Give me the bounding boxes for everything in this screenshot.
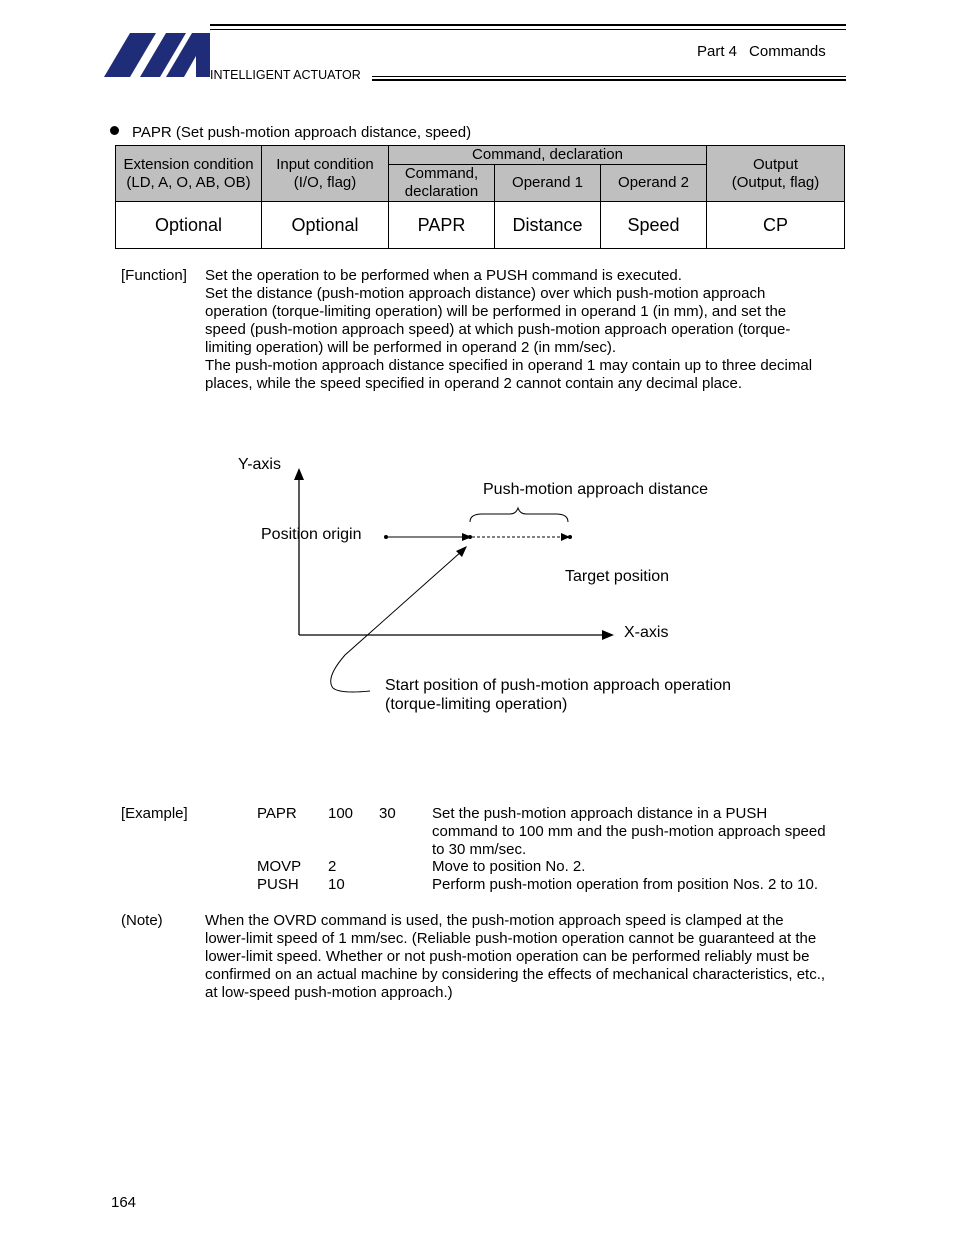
start-dot — [468, 535, 472, 539]
example-cmd: PAPR — [257, 805, 297, 822]
header-extension-line2: (LD, A, O, AB, OB) — [126, 173, 251, 191]
header-rule-bottom — [372, 76, 846, 77]
header-extension-condition — [116, 146, 262, 202]
function-line: limiting operation) will be performed in operand 2 (in mm/sec). — [205, 339, 617, 356]
section-heading: PAPR (Set push-motion approach distance, speed) — [132, 124, 472, 141]
function-line: Set the operation to be performed when a PUSH command is executed. — [205, 267, 682, 284]
command-table — [115, 145, 845, 249]
company-logo — [104, 32, 210, 78]
header-command-line2: declaration — [404, 183, 479, 200]
function-text — [205, 267, 855, 393]
push-motion-diagram — [0, 440, 954, 730]
header-extension-line1: Extension condition — [123, 155, 254, 173]
function-line: speed (push-motion approach speed) at which push-motion approach operation (torque- — [205, 321, 791, 338]
note-line: lower-limit speed. Whether or not push-motion operation can be performed reliably must be — [205, 948, 810, 965]
header-rule-top — [210, 24, 846, 26]
header-command-group: Command, declaration — [389, 146, 707, 165]
header-output — [707, 146, 845, 202]
x-axis-arrow — [602, 630, 614, 640]
cell-input: Optional — [262, 202, 389, 249]
header-section: Commands — [749, 43, 826, 60]
header-input-condition — [262, 146, 389, 202]
approach-distance-label: Push-motion approach distance — [483, 481, 709, 498]
function-line: operation (torque-limiting operation) will be performed in operand 1 (in mm), and set the — [205, 303, 787, 320]
example-desc — [432, 805, 852, 859]
target-dot — [568, 535, 572, 539]
x-axis-label: X-axis — [624, 624, 669, 641]
position-origin-label: Position origin — [261, 526, 362, 543]
function-line: Set the distance (push-motion approach distance) over which push-motion approach — [205, 285, 766, 302]
header-input-line1: Input condition — [276, 155, 374, 173]
function-label: [Function] — [121, 267, 187, 284]
header-part-number: Part 4 — [697, 43, 738, 60]
example-op1: 2 — [328, 858, 337, 875]
header-command — [389, 165, 495, 202]
note-line: When the OVRD command is used, the push-motion approach speed is clamped at the — [205, 912, 784, 929]
cell-operand2: Speed — [601, 202, 707, 249]
cell-command: PAPR — [389, 202, 495, 249]
header-brand: INTELLIGENT ACTUATOR — [210, 68, 361, 82]
example-desc: Perform push-motion operation from position Nos. 2 to 10. — [432, 876, 819, 893]
example-desc-line: to 30 mm/sec. — [432, 841, 527, 858]
start-position-label-line1: Start position of push-motion approach operation — [385, 677, 731, 694]
note-text — [205, 912, 865, 1002]
example-cmd: MOVP — [257, 858, 302, 875]
distance-brace — [470, 508, 568, 522]
example-op1: 100 — [328, 805, 354, 822]
bullet-icon — [110, 126, 119, 135]
start-leader-line — [331, 551, 462, 692]
y-axis-label: Y-axis — [238, 456, 281, 473]
cell-operand1: Distance — [495, 202, 601, 249]
example-desc-line: command to 100 mm and the push-motion approach speed — [432, 823, 826, 840]
example-op2: 30 — [379, 805, 396, 822]
note-line: confirmed on an actual machine by considering the effects of mechanical characteristics, etc., — [205, 966, 826, 983]
header-command-line1: Command, — [404, 165, 479, 182]
example-op1: 10 — [328, 876, 345, 893]
header-output-line1: Output — [752, 155, 799, 173]
header-input-line2: (I/O, flag) — [293, 173, 357, 191]
header-output-line2: (Output, flag) — [731, 173, 820, 191]
cell-output: CP — [707, 202, 845, 249]
note-line: at low-speed push-motion approach.) — [205, 984, 453, 1001]
function-line: The push-motion approach distance specified in operand 1 may contain up to three decimal — [205, 357, 813, 374]
y-axis-arrow — [294, 468, 304, 480]
example-label: [Example] — [121, 805, 188, 822]
cell-extension: Optional — [116, 202, 262, 249]
start-position-label-line2: (torque-limiting operation) — [385, 696, 568, 713]
note-label: (Note) — [121, 912, 163, 929]
header-rule-bottom-thick — [372, 79, 846, 81]
header-part — [697, 43, 826, 60]
example-desc-line: Set the push-motion approach distance in a PUSH — [432, 805, 768, 822]
header-operand1: Operand 1 — [495, 165, 601, 202]
header-rule-top-thin — [210, 29, 846, 30]
page-number: 164 — [111, 1194, 137, 1211]
note-line: lower-limit speed of 1 mm/sec. (Reliable push-motion operation cannot be guaranteed at the — [205, 930, 817, 947]
example-desc: Move to position No. 2. — [432, 858, 586, 875]
target-position-label: Target position — [565, 568, 670, 585]
function-line: places, while the speed specified in operand 2 cannot contain any decimal place. — [205, 375, 743, 392]
example-cmd: PUSH — [257, 876, 299, 893]
header-operand2: Operand 2 — [601, 165, 707, 202]
